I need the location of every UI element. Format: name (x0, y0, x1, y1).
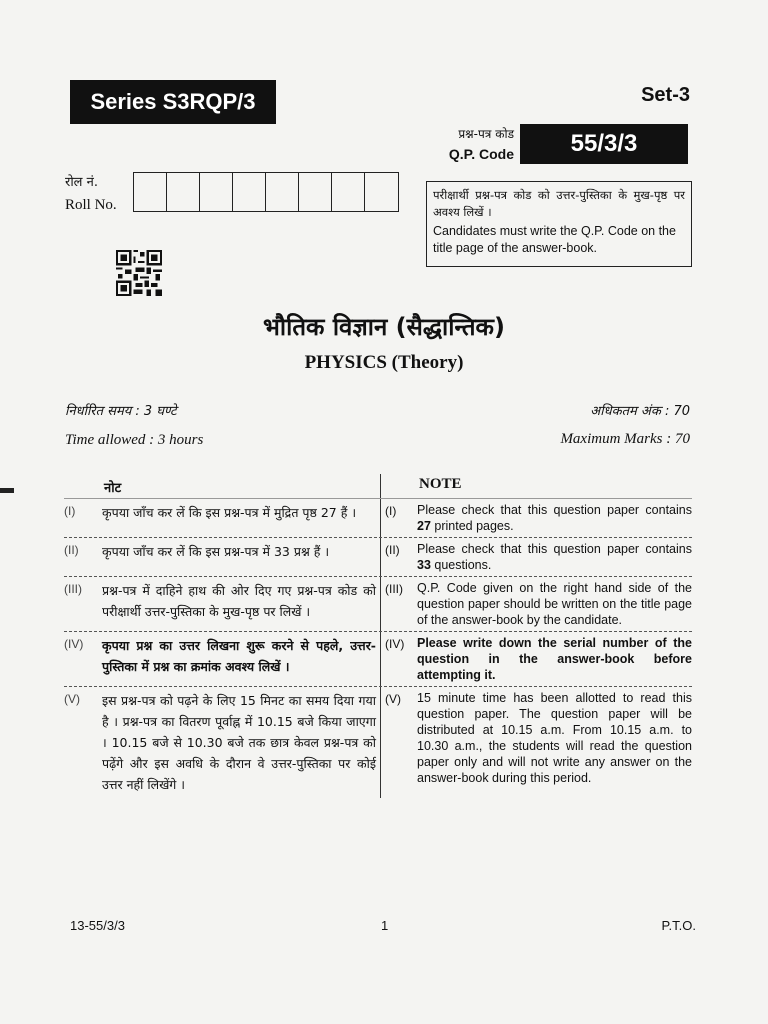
note-number-english: (IV) (385, 637, 405, 651)
set-label: Set-3 (641, 84, 690, 106)
roll-digit-box[interactable] (233, 173, 266, 211)
subject-title-hindi: भौतिक विज्ञान (सैद्धान्तिक) (263, 313, 505, 341)
footer-page-number: 1 (381, 918, 389, 933)
footer-pto: P.T.O. (661, 918, 696, 933)
note-number-hindi: (V) (64, 692, 80, 706)
time-allowed-english: Time allowed : 3 hours (65, 432, 204, 448)
note-text-english: 15 minute time has been allotted to read this question paper. The question paper will be distributed at 10.15 a.m. From 10.15 a.m. to 10.30 a.m., the students will read the question paper only and will not write any answer on the answer-book during this period. (417, 691, 692, 785)
roll-digit-box[interactable] (200, 173, 233, 211)
notes-header-hindi: नोट (104, 481, 122, 496)
time-allowed-hindi: निर्धारित समय : 3 घण्टे (65, 404, 177, 419)
qp-code-label (412, 124, 514, 164)
roll-digit-box[interactable] (167, 173, 200, 211)
note-text-english: Please write down the serial number of the question in the answer-book before attempting it. (417, 636, 692, 682)
note-text-hindi: प्रश्न-पत्र में दाहिने हाथ की ओर दिए गए प्रश्न-पत्र कोड को परीक्षार्थी उत्तर-पुस्तिका के मुख-पृष्ठ पर लिखें । (102, 583, 376, 619)
series-label: Series S3RQP/3 (70, 80, 276, 124)
maximum-marks-english: Maximum Marks : 70 (560, 431, 690, 447)
footer-paper-code: 13-55/3/3 (70, 918, 125, 933)
note-text-hindi: कृपया जाँच कर लें कि इस प्रश्न-पत्र में 33 प्रश्न हैं । (102, 544, 330, 559)
note-row (64, 687, 692, 798)
maximum-marks-hindi: अधिकतम अंक : 70 (590, 404, 690, 419)
note-text-hindi: कृपया प्रश्न का उत्तर लिखना शुरू करने से पहले, उत्तर-पुस्तिका में प्रश्न का क्रमांक अवश्य लिखें । (102, 638, 376, 674)
qr-code-icon (116, 250, 162, 296)
margin-mark (0, 488, 14, 493)
note-number-hindi: (III) (64, 582, 82, 596)
note-number-hindi: (II) (64, 543, 79, 557)
roll-number-label-english: Roll No. (65, 197, 117, 213)
note-row (64, 499, 692, 538)
roll-digit-box[interactable] (365, 173, 398, 211)
note-number-english: (I) (385, 504, 397, 518)
note-row (64, 577, 692, 632)
note-text-english: Q.P. Code given on the right hand side of the question paper should be written on the title page of the answer-book by the candidate. (417, 581, 692, 627)
qp-code-label-english: Q.P. Code (448, 146, 514, 162)
roll-digit-box[interactable] (266, 173, 299, 211)
note-number-english: (V) (385, 692, 401, 706)
qp-code-notice-box (426, 181, 692, 267)
note-row (64, 538, 692, 577)
note-text-hindi: कृपया जाँच कर लें कि इस प्रश्न-पत्र में मुद्रित पृष्ठ 27 हैं । (102, 505, 357, 520)
note-number-hindi: (I) (64, 504, 76, 518)
roll-number-boxes[interactable] (133, 172, 399, 212)
roll-digit-box[interactable] (299, 173, 332, 211)
note-row (64, 632, 692, 687)
notice-hindi: परीक्षार्थी प्रश्न-पत्र कोड को उत्तर-पुस्तिका के मुख-पृष्ठ पर अवश्य लिखें । (433, 188, 685, 219)
roll-number-label (65, 172, 117, 216)
note-number-hindi: (IV) (64, 637, 84, 651)
notes-table (64, 474, 692, 798)
qp-code-label-hindi: प्रश्न-पत्र कोड (458, 127, 514, 141)
qp-code-value: 55/3/3 (520, 124, 688, 164)
note-text-english: Please check that this question paper contains 33 questions. (417, 542, 692, 572)
note-text-english: Please check that this question paper contains 27 printed pages. (417, 503, 692, 533)
roll-digit-box[interactable] (134, 173, 167, 211)
notice-english: Candidates must write the Q.P. Code on the title page of the answer-book. (433, 224, 676, 255)
roll-number-label-hindi: रोल नं. (65, 175, 98, 190)
note-number-english: (III) (385, 582, 403, 596)
roll-digit-box[interactable] (332, 173, 365, 211)
note-number-english: (II) (385, 543, 400, 557)
notes-header-english: NOTE (419, 476, 462, 492)
subject-title-english: PHYSICS (Theory) (304, 352, 464, 373)
note-text-hindi: इस प्रश्न-पत्र को पढ़ने के लिए 15 मिनट का समय दिया गया है । प्रश्न-पत्र का वितरण पूर्वाह्न में 10.15 बजे किया जाएगा । 10.15 बजे से 10.30 बजे तक छात्र केवल प्रश्न-पत्र को पढ़ेंगे और इस अवधि के दौरान वे उत्तर-पुस्तिका पर कोई उत्तर नहीं लिखेंगे । (102, 693, 376, 792)
notes-header-row (64, 474, 692, 499)
